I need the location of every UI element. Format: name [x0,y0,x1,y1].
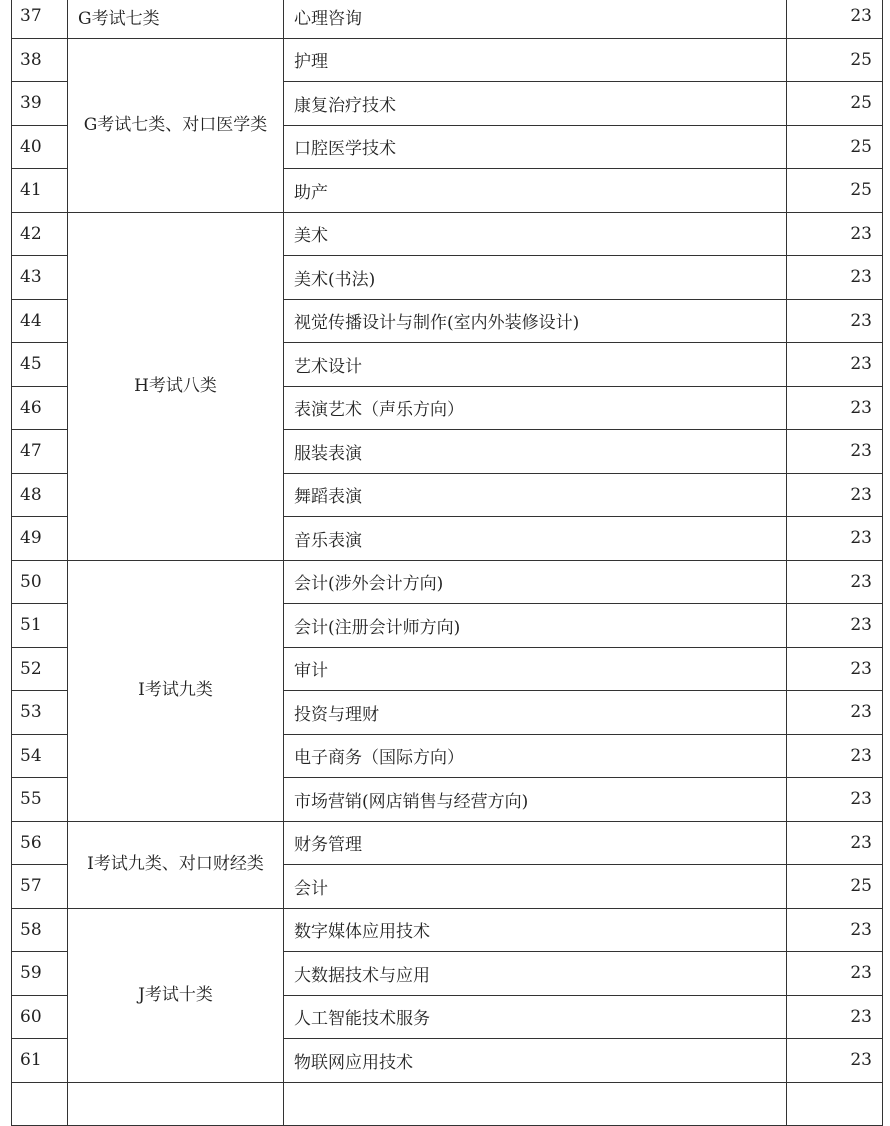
score-value: 23 [787,604,883,648]
table-row [12,908,883,952]
major-name: 服装表演 [284,430,787,474]
row-number: 44 [12,299,68,343]
major-name: 舞蹈表演 [284,473,787,517]
row-number: 50 [12,560,68,604]
score-value: 25 [787,865,883,909]
table-row [12,1082,883,1126]
major-name [284,1082,787,1126]
major-name: 数字媒体应用技术 [284,908,787,952]
score-value: 23 [787,473,883,517]
score-value: 23 [787,343,883,387]
row-number: 53 [12,691,68,735]
row-number [12,1082,68,1126]
row-number: 41 [12,169,68,213]
row-number: 43 [12,256,68,300]
major-name: 投资与理财 [284,691,787,735]
row-number: 42 [12,212,68,256]
row-number: 51 [12,604,68,648]
row-number: 55 [12,778,68,822]
row-number: 45 [12,343,68,387]
score-value [787,1082,883,1126]
score-value: 23 [787,952,883,996]
score-value: 23 [787,430,883,474]
row-number: 52 [12,647,68,691]
score-value: 23 [787,212,883,256]
exam-category: J考试十类 [68,908,284,1082]
major-name: 口腔医学技术 [284,125,787,169]
table-body [12,0,883,1126]
major-name: 表演艺术（声乐方向） [284,386,787,430]
score-value: 23 [787,778,883,822]
row-number: 48 [12,473,68,517]
score-value: 23 [787,691,883,735]
major-name: 大数据技术与应用 [284,952,787,996]
major-name: 心理咨询 [284,0,787,38]
major-name: 会计(涉外会计方向) [284,560,787,604]
row-number: 56 [12,821,68,865]
score-value: 23 [787,299,883,343]
major-name: 人工智能技术服务 [284,995,787,1039]
score-value: 23 [787,821,883,865]
row-number: 40 [12,125,68,169]
exam-category [68,1082,284,1126]
major-name: 会计(注册会计师方向) [284,604,787,648]
row-number: 49 [12,517,68,561]
score-value: 23 [787,386,883,430]
exam-category: I考试九类、对口财经类 [68,821,284,908]
major-name: 音乐表演 [284,517,787,561]
major-name: 电子商务（国际方向） [284,734,787,778]
major-name: 市场营销(网店销售与经营方向) [284,778,787,822]
score-value: 25 [787,169,883,213]
row-number: 38 [12,38,68,82]
row-number: 60 [12,995,68,1039]
table-row [12,0,883,38]
major-name: 艺术设计 [284,343,787,387]
score-value: 23 [787,256,883,300]
major-name: 康复治疗技术 [284,82,787,126]
exam-category: G考试七类、对口医学类 [68,38,284,212]
score-value: 23 [787,517,883,561]
exam-category: I考试九类 [68,560,284,821]
score-value: 23 [787,908,883,952]
score-value: 25 [787,82,883,126]
row-number: 39 [12,82,68,126]
table-row [12,38,883,82]
row-number: 46 [12,386,68,430]
major-name: 美术(书法) [284,256,787,300]
score-value: 23 [787,1039,883,1083]
major-name: 助产 [284,169,787,213]
major-name: 视觉传播设计与制作(室内外装修设计) [284,299,787,343]
major-name: 会计 [284,865,787,909]
score-value: 25 [787,125,883,169]
row-number: 37 [12,0,68,38]
row-number: 58 [12,908,68,952]
score-value: 23 [787,734,883,778]
admission-score-table [11,0,883,1126]
major-name: 审计 [284,647,787,691]
score-value: 23 [787,560,883,604]
score-value: 25 [787,38,883,82]
row-number: 61 [12,1039,68,1083]
table-row [12,212,883,256]
exam-category: G考试七类 [68,0,284,38]
row-number: 57 [12,865,68,909]
score-value: 23 [787,647,883,691]
score-value: 23 [787,0,883,38]
row-number: 59 [12,952,68,996]
major-name: 财务管理 [284,821,787,865]
table-row [12,560,883,604]
table-row [12,821,883,865]
exam-category: H考试八类 [68,212,284,560]
major-name: 美术 [284,212,787,256]
major-name: 物联网应用技术 [284,1039,787,1083]
major-name: 护理 [284,38,787,82]
score-value: 23 [787,995,883,1039]
row-number: 54 [12,734,68,778]
row-number: 47 [12,430,68,474]
